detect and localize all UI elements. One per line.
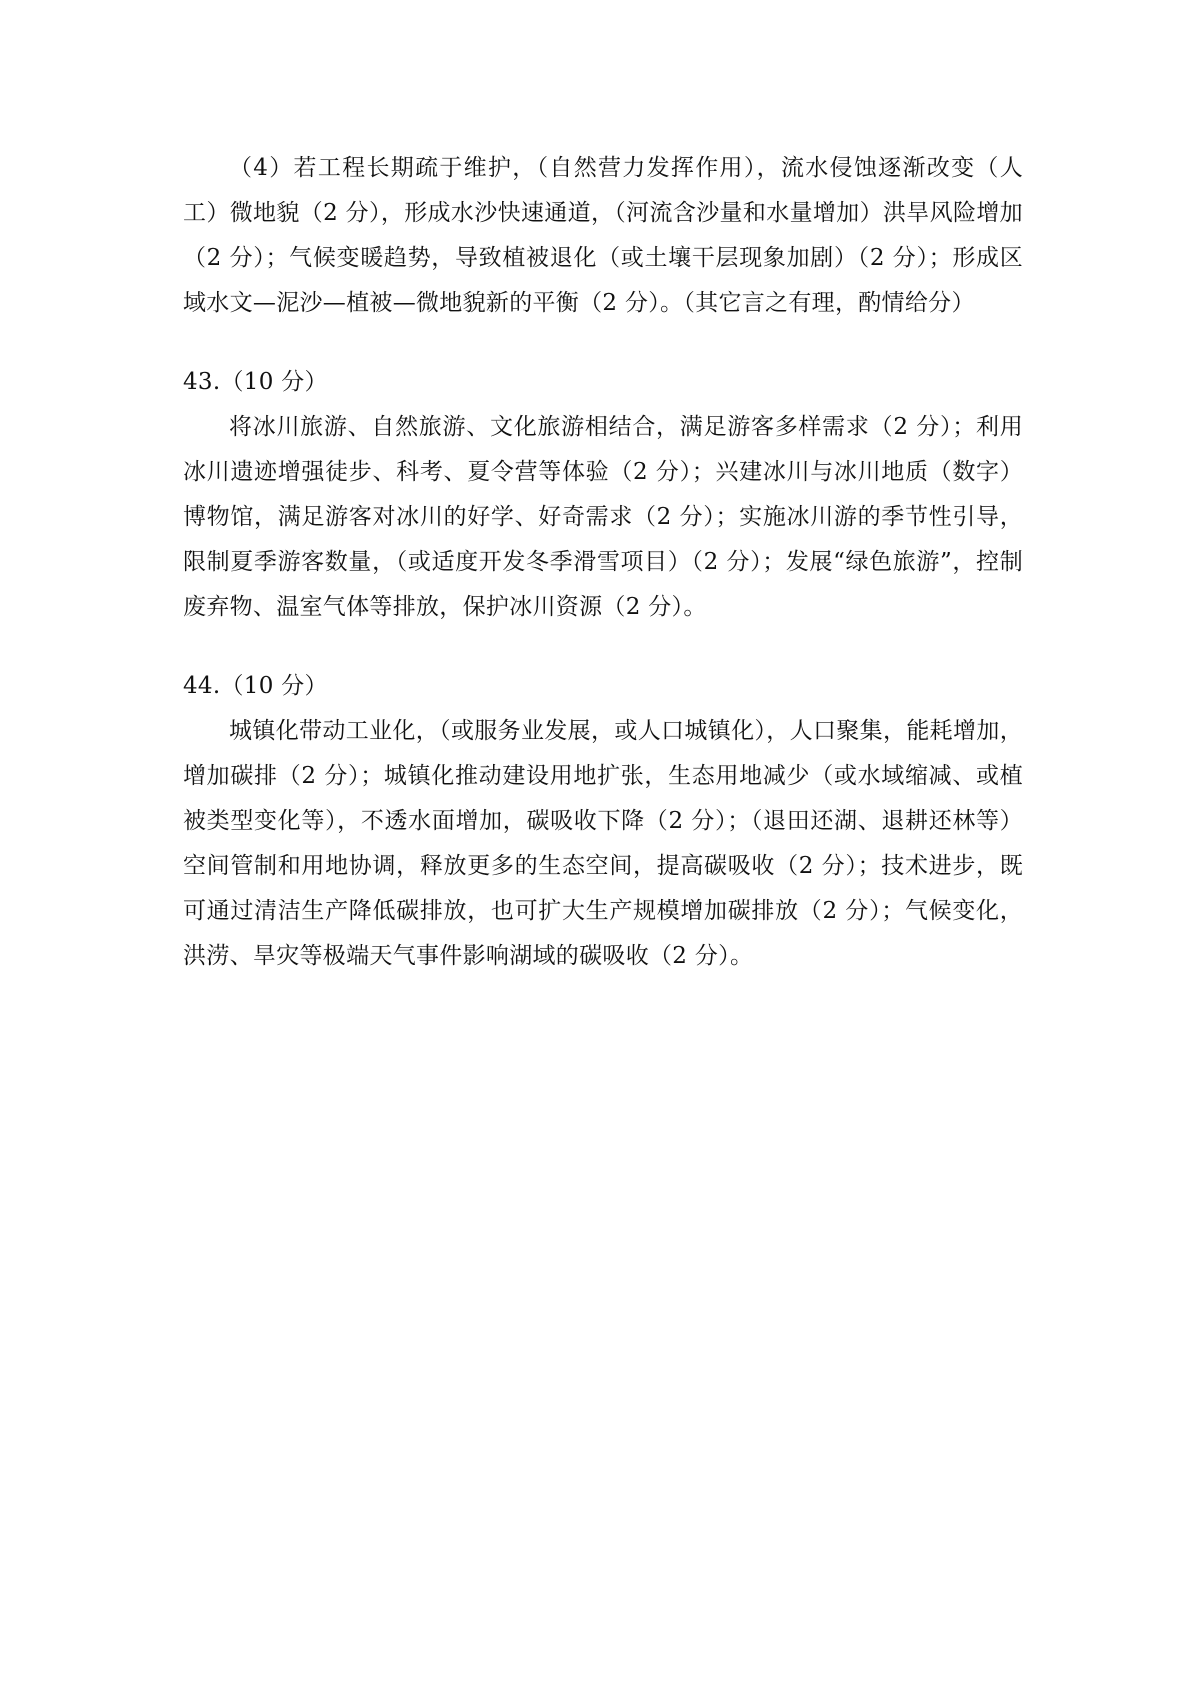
question-44-heading: 44.（10 分）: [183, 673, 328, 699]
section-gap: [183, 630, 1023, 664]
answer-content: [183, 146, 1023, 979]
answer-paragraph-q42-part4: （4）若工程长期疏于维护，（自然营力发挥作用），流水侵蚀逐渐改变（人工）微地貌（2 分），形成水沙快速通道，（河流含沙量和水量增加）洪旱风险增加（2 分）；气候变暖趋势，导致植被退化（或土壤干层现象加剧）（2 分）；形成区域水文—泥沙—植被—微地貌新的平衡（2 分）。（其它言之有理，酌情给分）: [183, 155, 1023, 316]
question-43-heading: 43.（10 分）: [183, 369, 328, 395]
answer-paragraph-q43: 将冰川旅游、自然旅游、文化旅游相结合，满足游客多样需求（2 分）；利用冰川遗迹增强徒步、科考、夏令营等体验（2 分）；兴建冰川与冰川地质（数字）博物馆，满足游客对冰川的好学、好奇需求（2 分）；实施冰川游的季节性引导，限制夏季游客数量，（或适度开发冬季滑雪项目）（2 分）；发展“绿色旅游”，控制废弃物、温室气体等排放，保护冰川资源（2 分）。: [183, 414, 1023, 620]
answer-paragraph-q44: 城镇化带动工业化，（或服务业发展，或人口城镇化），人口聚集，能耗增加，增加碳排（2 分）；城镇化推动建设用地扩张，生态用地减少（或水域缩减、或植被类型变化等），不透水面增加，碳吸收下降（2 分）；（退田还湖、退耕还林等）空间管制和用地协调，释放更多的生态空间，提高碳吸收（2 分）；技术进步，既可通过清洁生产降低碳排放，也可扩大生产规模增加碳排放（2 分）；气候变化，洪涝、旱灾等极端天气事件影响湖域的碳吸收（2 分）。: [183, 718, 1023, 969]
section-gap: [183, 326, 1023, 360]
